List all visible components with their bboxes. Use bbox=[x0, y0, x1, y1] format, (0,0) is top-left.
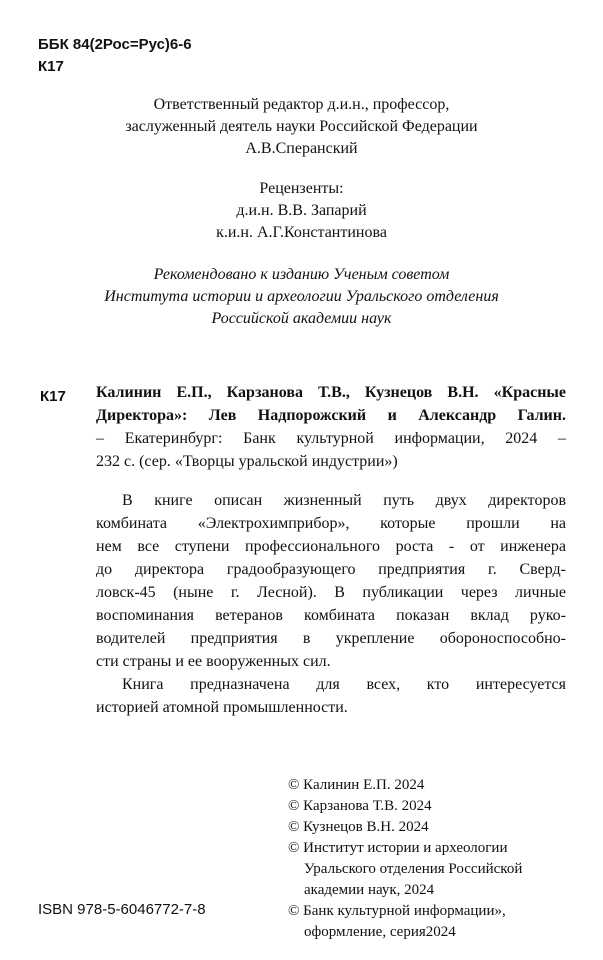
annotation-line: ловск-45 (ныне г. Лесной). В публикации через личные bbox=[96, 584, 566, 601]
editor-block bbox=[0, 94, 603, 160]
bibliographic-description bbox=[96, 381, 566, 473]
biblio-series-line: 232 с. (сер. «Творцы уральской индустрии») bbox=[96, 453, 398, 470]
author-code: К17 bbox=[38, 58, 64, 75]
annotation-line: В книге описан жизненный путь двух директоров bbox=[122, 492, 566, 509]
editor-line: Ответственный редактор д.и.н., профессор, bbox=[153, 96, 450, 113]
copyright-block bbox=[288, 775, 588, 943]
copyright-line: Уральского отделения Российской bbox=[304, 861, 523, 877]
bbk-index: ББК 84(2Рос=Рус)6-6 bbox=[38, 36, 192, 53]
annotation-line: Книга предназначена для всех, кто интересуется bbox=[122, 676, 566, 693]
annotation-line: до директора градообразующего предприятия г. Сверд- bbox=[96, 561, 566, 578]
annotation-line: историей атомной промышленности. bbox=[96, 699, 348, 716]
recommendation-block bbox=[0, 264, 603, 330]
biblio-title-line: Директора»: Лев Надпорожский и Александр Галин. bbox=[96, 407, 566, 424]
recommendation-line: Института истории и археологии Уральского отделения bbox=[104, 288, 499, 305]
copyright-line: © Калинин Е.П. 2024 bbox=[288, 777, 425, 793]
isbn: ISBN 978-5-6046772-7-8 bbox=[38, 901, 206, 918]
side-code: К17 bbox=[40, 388, 66, 405]
annotation bbox=[96, 489, 566, 719]
reviewers-heading: Рецензенты: bbox=[259, 180, 344, 197]
copyright-line: академии наук, 2024 bbox=[304, 882, 435, 898]
recommendation-line: Рекомендовано к изданию Ученым советом bbox=[153, 266, 450, 283]
reviewer-line: д.и.н. В.В. Запарий bbox=[236, 202, 367, 219]
editor-line: заслуженный деятель науки Российской Федерации bbox=[125, 118, 478, 135]
biblio-authors-line: Калинин Е.П., Карзанова Т.В., Кузнецов В.Н. «Красные bbox=[96, 384, 566, 401]
recommendation-line: Российской академии наук bbox=[211, 310, 392, 327]
reviewer-line: к.и.н. А.Г.Константинова bbox=[216, 224, 387, 241]
copyright-line: © Банк культурной информации», bbox=[288, 903, 506, 919]
annotation-line: комбината «Электрохимприбор», которые прошли на bbox=[96, 515, 566, 532]
annotation-line: сти страны и ее вооруженных сил. bbox=[96, 653, 331, 670]
copyright-line: © Кузнецов В.Н. 2024 bbox=[288, 819, 429, 835]
copyright-line: © Институт истории и археологии bbox=[288, 840, 508, 856]
annotation-line: водителей предприятия в укрепление обороноспособно- bbox=[96, 630, 566, 647]
reviewers-block bbox=[0, 178, 603, 244]
biblio-publisher-line: – Екатеринбург: Банк культурной информации, 2024 – bbox=[96, 430, 566, 447]
copyright-line: оформление, серия2024 bbox=[304, 924, 456, 940]
editor-line: А.В.Сперанский bbox=[245, 140, 358, 157]
copyright-line: © Карзанова Т.В. 2024 bbox=[288, 798, 432, 814]
annotation-line: нем все ступени профессионального роста - от инженера bbox=[96, 538, 566, 555]
annotation-line: воспоминания ветеранов комбината показан вклад руко- bbox=[96, 607, 566, 624]
